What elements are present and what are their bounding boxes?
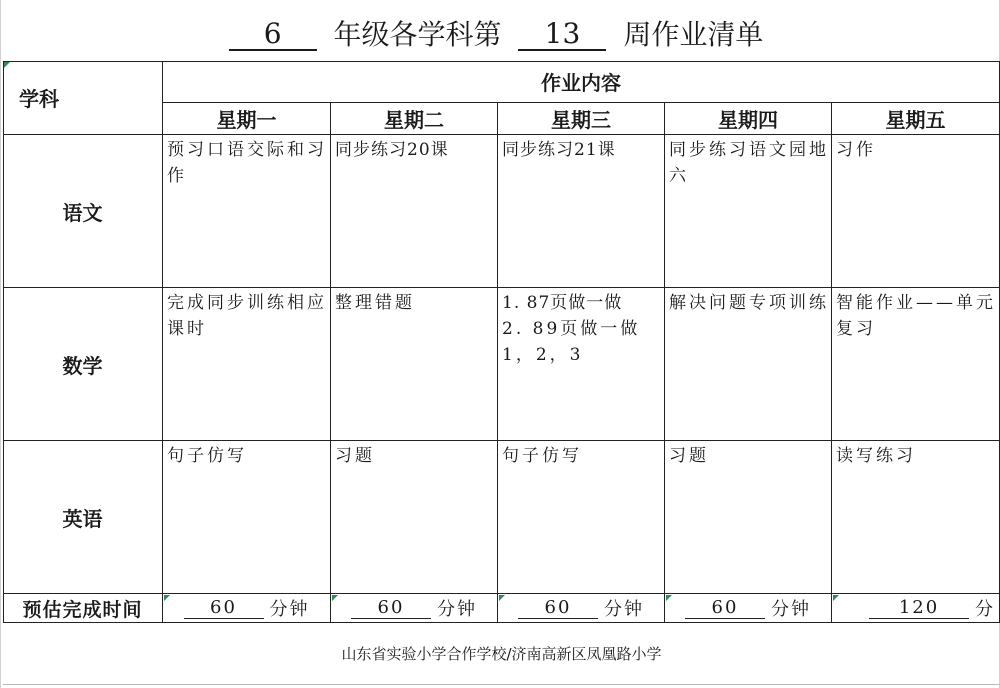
header-day-2-label: 星期二 <box>384 108 444 132</box>
cell-text: 句子仿写 <box>502 446 582 466</box>
row-subject-math <box>3 288 163 441</box>
cell-text: 习作 <box>836 140 876 160</box>
cell-english-fri <box>832 441 1000 594</box>
cell-text-line-2: 2. 89页做一做1，2，3 <box>502 319 641 365</box>
school-name: 山东省实验小学合作学校/济南高新区凤凰路小学 <box>341 645 662 663</box>
cell-chinese-tue <box>331 135 498 288</box>
estimate-value: 120 <box>869 598 969 619</box>
header-day-1-label: 星期一 <box>216 108 277 132</box>
estimate-value: 60 <box>351 598 431 619</box>
estimate-unit: 分钟 <box>437 599 477 620</box>
cell-corner-mark <box>164 595 170 601</box>
header-day-3 <box>498 103 665 135</box>
estimate-tue <box>331 594 498 623</box>
cell-text: 预习口语交际和习作 <box>167 140 327 186</box>
estimate-fri <box>832 594 1000 623</box>
header-subject-label: 学科 <box>19 87 59 111</box>
cell-text: 完成同步训练相应课时 <box>167 293 327 339</box>
cell-english-thu <box>665 441 832 594</box>
estimate-mon <box>163 594 331 623</box>
school-footer <box>3 623 1000 685</box>
header-day-5 <box>832 103 1000 135</box>
cell-math-wed <box>498 288 665 441</box>
header-day-4-label: 星期四 <box>718 108 778 132</box>
cell-text: 句子仿写 <box>167 446 247 466</box>
cell-chinese-thu <box>665 135 832 288</box>
cell-english-mon <box>163 441 331 594</box>
homework-table <box>3 61 1000 623</box>
cell-english-wed <box>498 441 665 594</box>
sheet-gridline-left <box>0 0 1 688</box>
estimate-unit: 分钟 <box>604 599 644 620</box>
cell-chinese-wed <box>498 135 665 288</box>
estimate-unit: 分 <box>975 599 995 620</box>
cell-text: 同步练习语文园地六 <box>669 140 829 186</box>
header-day-2 <box>331 103 498 135</box>
week-value: 13 <box>518 19 606 51</box>
header-content-label: 作业内容 <box>541 71 621 95</box>
header-subject <box>3 61 163 135</box>
cell-chinese-fri <box>832 135 1000 288</box>
cell-chinese-mon <box>163 135 331 288</box>
estimate-value: 60 <box>518 598 598 619</box>
cell-math-tue <box>331 288 498 441</box>
header-day-5-label: 星期五 <box>885 108 946 132</box>
estimate-value: 60 <box>685 598 765 619</box>
row-subject-math-label: 数学 <box>62 353 103 378</box>
header-day-3-label: 星期三 <box>551 108 611 132</box>
cell-text: 读写练习 <box>836 446 916 466</box>
cell-math-thu <box>665 288 832 441</box>
cell-corner-mark <box>666 595 672 601</box>
cell-corner-mark <box>499 595 505 601</box>
cell-corner-mark <box>4 62 10 68</box>
estimate-label <box>3 594 163 623</box>
cell-corner-mark <box>332 595 338 601</box>
cell-text: 同步练习21课 <box>502 140 616 160</box>
cell-text-line-1: 1. 87页做一做 <box>502 293 623 313</box>
row-subject-english-label: 英语 <box>62 506 103 531</box>
row-subject-chinese-label: 语文 <box>62 200 103 225</box>
cell-math-mon <box>163 288 331 441</box>
title-text-mid: 年级各学科第 <box>333 17 502 51</box>
cell-text: 整理错题 <box>335 293 415 313</box>
header-day-4 <box>665 103 832 135</box>
cell-corner-mark <box>833 595 839 601</box>
cell-text: 习题 <box>335 446 375 466</box>
cell-text: 解决问题专项训练 <box>669 293 829 313</box>
estimate-wed <box>498 594 665 623</box>
cell-text: 同步练习20课 <box>335 140 449 160</box>
header-content <box>163 61 1000 103</box>
cell-text: 习题 <box>669 446 709 466</box>
grade-value: 6 <box>229 19 317 51</box>
estimate-unit: 分钟 <box>771 599 811 620</box>
estimate-label-text: 预估完成时间 <box>22 598 143 621</box>
page-title <box>0 8 1000 58</box>
cell-text: 智能作业——单元复习 <box>836 293 996 339</box>
row-subject-english <box>3 441 163 594</box>
header-day-1 <box>163 103 331 135</box>
estimate-value: 60 <box>184 598 264 619</box>
cell-english-tue <box>331 441 498 594</box>
estimate-thu <box>665 594 832 623</box>
estimate-unit: 分钟 <box>269 599 310 620</box>
title-text-end: 周作业清单 <box>623 17 764 51</box>
row-subject-chinese <box>3 135 163 288</box>
cell-math-fri <box>832 288 1000 441</box>
